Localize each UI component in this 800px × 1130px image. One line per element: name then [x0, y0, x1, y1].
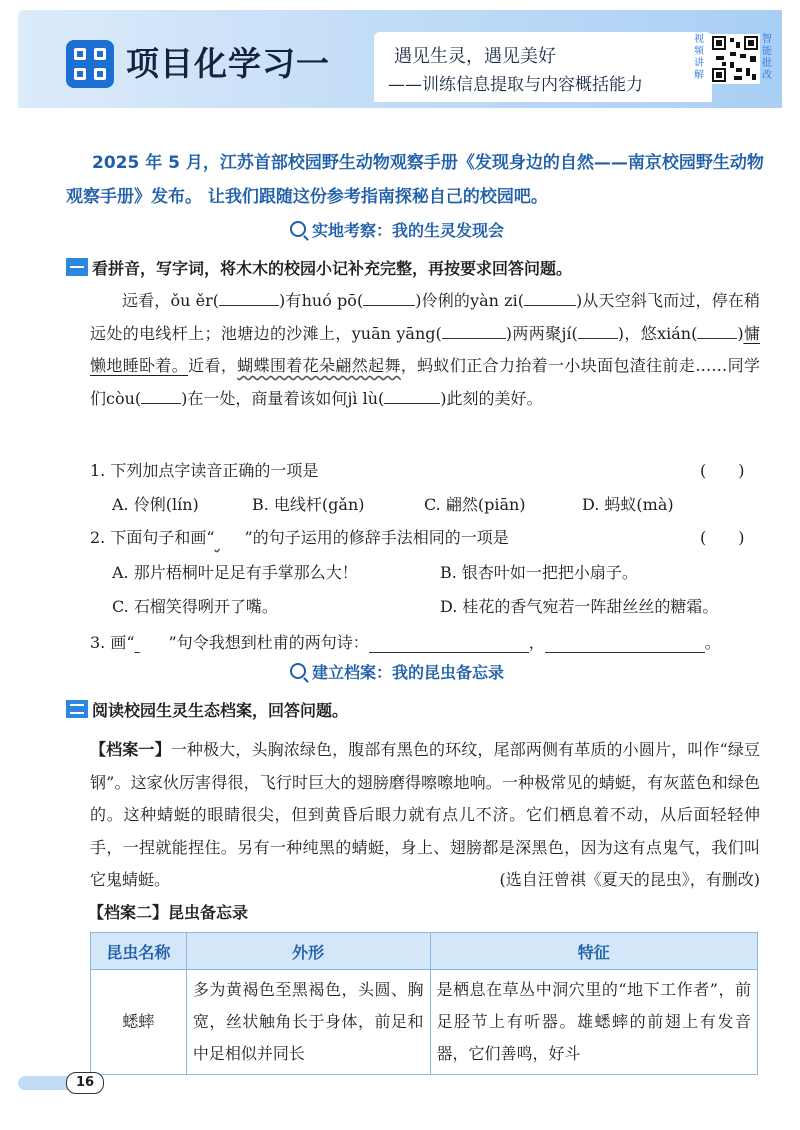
topic-subtitle: 遇见生灵，遇见美好 — [394, 46, 556, 67]
q2-option-c[interactable]: C. 石榴笑得咧开了嘴。 — [112, 597, 278, 616]
question-1-stem: 1. 下列加点字读音正确的一项是 — [90, 461, 319, 480]
archive-one-source: (选自汪曾祺《夏天的昆虫》，有删改) — [499, 870, 760, 889]
poem-line-2-blank[interactable] — [545, 633, 705, 653]
col-header-appearance: 外形 — [186, 933, 430, 970]
grading-label: 智能批改 — [762, 34, 772, 81]
question-2-stem: 2. 下面句子和画“ ”的句子运用的修辞手法相同的一项是 — [90, 528, 509, 547]
subhead-field-study: 实地考察：我的生灵发现会 — [290, 218, 504, 241]
answer-blank[interactable] — [524, 305, 576, 306]
q2-option-b[interactable]: B. 银杏叶如一把把小扇子。 — [440, 563, 638, 582]
subhead-insect-memo: 建立档案：我的昆虫备忘录 — [290, 660, 504, 683]
question-2-answer-box[interactable]: ( ) — [700, 528, 745, 547]
q2-option-a[interactable]: A. 那片梧桐叶足足有手掌那么大！ — [112, 563, 358, 582]
grid-logo-icon — [66, 40, 114, 88]
cell-insect-name: 蟋蟀 — [91, 970, 187, 1075]
q1-option-c[interactable]: C. 翩然(piān) — [424, 495, 526, 514]
page-number: 16 — [66, 1072, 104, 1094]
page-header — [18, 10, 782, 108]
q2-option-d[interactable]: D. 桂花的香气宛若一阵甜丝丝的糖霜。 — [440, 597, 719, 616]
answer-blank[interactable] — [384, 403, 440, 404]
qr-code-icon[interactable] — [710, 34, 760, 84]
answer-blank[interactable] — [578, 338, 618, 339]
answer-blank[interactable] — [442, 338, 506, 339]
archive-one-text: 一种极大，头胸浓绿色，腹部有黑色的环纹，尾部两侧有革质的小圆片，叫作“绿豆钢”。这家伙厉害得很，飞行时巨大的翅膀磨得嚓嚓地响。一种极常见的蜻蜓，有灰蓝色和绿色的。这种蜻蜓的眼睛很尖，但到黄昏后眼力就有点儿不济。它们栖息着不动，从后面轻轻伸手，一捏就能捏住。另有一种纯黑的蜻蜓，身上、翅膀都是深黑色，因为这有点鬼气，我们叫它鬼蜻蜓。 — [90, 740, 760, 889]
intro-paragraph: 2025 年 5 月，江苏首部校园野生动物观察手册《发现身边的自然——南京校园野生动物观察手册》发布。 让我们跟随这份参考指南探秘自己的校园吧。 — [66, 153, 764, 207]
archive-one — [90, 734, 760, 897]
section-one-mark — [66, 258, 88, 276]
section-two-mark — [66, 700, 88, 718]
section-two-title: 阅读校园生灵生态档案，回答问题。 — [92, 701, 349, 720]
insect-memo-table — [90, 932, 758, 1075]
col-header-feature: 特征 — [430, 933, 758, 970]
video-label: 视频讲解 — [694, 34, 704, 81]
campus-notes-passage: 远看，ǒu ěr( )有huó pō( )伶俐的yàn zi( )从天空斜飞而过，停在稍远处的电线杆上；池塘边的沙滩上，yuān yāng( )两两聚jí( )，悠xián( )慵懒地睡卧着。近看，蝴蝶围着花朵翩然起舞，蚂蚁们正合力抬着一小块面包渣往前走……同学们còu( )在一处，商量着该如何jì lù( )此刻的美好。 — [90, 291, 760, 408]
table-header-row — [91, 933, 758, 970]
poem-line-1-blank[interactable] — [369, 633, 529, 653]
archive-two-title: 【档案二】昆虫备忘录 — [88, 903, 249, 922]
answer-blank[interactable] — [697, 338, 737, 339]
col-header-name: 昆虫名称 — [91, 933, 187, 970]
question-3: 3. 画“ ”句令我想到杜甫的两句诗： ， 。 — [90, 633, 721, 652]
q1-option-b[interactable]: B. 电线杆(gǎn) — [252, 495, 365, 514]
wavy-underlined-sentence: 蝴蝶围着花朵翩然起舞 — [237, 356, 401, 375]
topic-tab — [374, 32, 712, 102]
cell-feature: 是栖息在草丛中洞穴里的“地下工作者”，前足胫节上有听器。雄蟋蟀的前翅上有发音器，它们善鸣，好斗 — [430, 970, 758, 1075]
cell-appearance: 多为黄褐色至黑褐色，头圆、胸宽，丝状触角长于身体，前足和中足相似并同长 — [186, 970, 430, 1075]
magnifier-icon — [290, 663, 306, 679]
answer-blank[interactable] — [219, 305, 279, 306]
table-row — [91, 970, 758, 1075]
skill-subtitle: ——训练信息提取与内容概括能力 — [388, 75, 643, 95]
question-1-answer-box[interactable]: ( ) — [700, 461, 745, 480]
q1-option-d[interactable]: D. 蚂蚁(mà) — [582, 495, 674, 514]
q1-option-a[interactable]: A. 伶俐(lín) — [112, 495, 199, 514]
answer-blank[interactable] — [141, 403, 181, 404]
project-title: 项目化学习一 — [126, 44, 330, 83]
section-one-title: 看拼音，写字词，将木木的校园小记补充完整，再按要求回答问题。 — [92, 259, 573, 278]
archive-one-tag: 【档案一】 — [90, 740, 171, 759]
answer-blank[interactable] — [363, 305, 415, 306]
magnifier-icon — [290, 221, 306, 237]
